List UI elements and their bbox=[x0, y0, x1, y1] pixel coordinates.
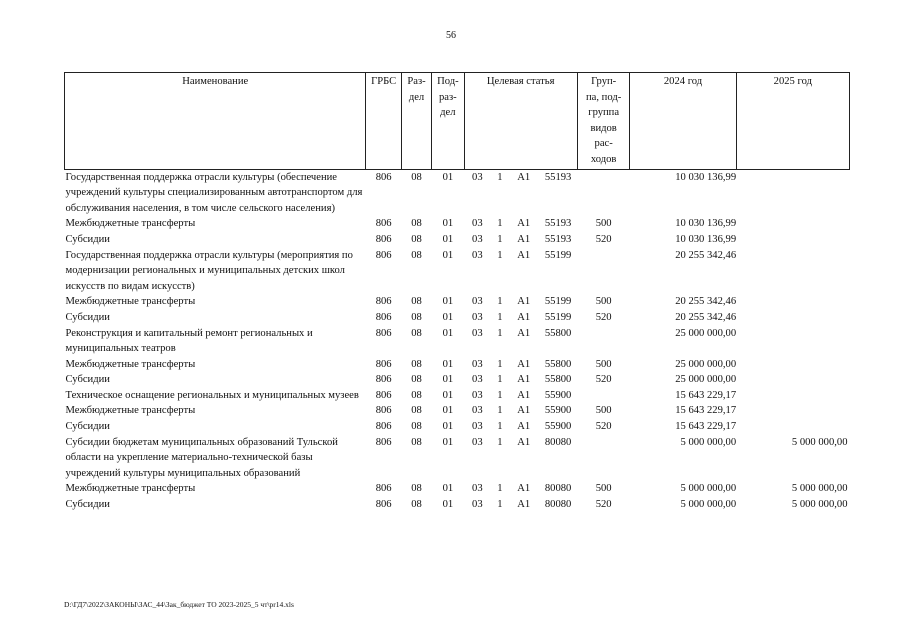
row-target-type: 1 bbox=[497, 171, 503, 183]
row-target bbox=[464, 248, 577, 295]
row-target-program: 03 bbox=[472, 249, 483, 261]
row-razdel: 08 bbox=[411, 499, 422, 511]
row-target-project: A1 bbox=[517, 296, 531, 308]
row-grbs: 806 bbox=[375, 327, 392, 339]
row-2024: 15 643 229,17 bbox=[675, 405, 737, 417]
row-2024: 20 255 342,46 bbox=[675, 296, 737, 308]
row-target bbox=[464, 481, 577, 497]
row-podrazdel: 01 bbox=[442, 389, 454, 401]
row-target-type: 1 bbox=[497, 233, 503, 245]
row-grbs: 806 bbox=[375, 249, 392, 261]
row-name: Государственная поддержка отрасли культуры (мероприятия по модернизации региональных и муниципальных детских школ искусств по видам искусств) bbox=[65, 249, 353, 292]
row-2024: 25 000 000,00 bbox=[675, 327, 737, 339]
row-target-program: 03 bbox=[472, 389, 483, 401]
row-2024: 20 255 342,46 bbox=[675, 311, 737, 323]
row-target-project: A1 bbox=[517, 327, 531, 339]
row-2025: 5 000 000,00 bbox=[791, 499, 848, 511]
row-grbs: 806 bbox=[375, 358, 392, 370]
footer-path: D:\ГД7\2022\ЗАКОНЫ\ЗАС_44\Зак_бюджет ТО 2023-2025_5 чт\pr14.xls bbox=[64, 600, 294, 609]
row-target bbox=[464, 435, 577, 482]
header-2025: 2025 год bbox=[736, 73, 849, 170]
table-row bbox=[65, 216, 850, 232]
row-target-project: A1 bbox=[517, 358, 531, 370]
row-target bbox=[464, 388, 577, 404]
row-2025 bbox=[736, 310, 849, 326]
row-razdel: 08 bbox=[411, 374, 422, 386]
header-razdel: Раз- дел bbox=[401, 73, 431, 170]
row-razdel: 08 bbox=[411, 218, 422, 230]
row-name: Субсидии bbox=[65, 499, 110, 511]
row-group: 520 bbox=[595, 233, 612, 245]
row-name: Межбюджетные трансферты bbox=[65, 218, 196, 230]
row-target-type: 1 bbox=[497, 499, 503, 511]
row-group bbox=[577, 435, 630, 482]
row-podrazdel: 01 bbox=[442, 296, 454, 308]
row-podrazdel: 01 bbox=[442, 405, 454, 417]
row-2025 bbox=[736, 357, 849, 373]
row-target-type: 1 bbox=[497, 249, 503, 261]
row-2025 bbox=[736, 216, 849, 232]
row-name: Техническое оснащение региональных и муниципальных музеев bbox=[65, 389, 359, 401]
row-2024: 15 643 229,17 bbox=[675, 421, 737, 433]
row-target-program: 03 bbox=[472, 421, 483, 433]
row-2024: 25 000 000,00 bbox=[675, 358, 737, 370]
row-group bbox=[577, 248, 630, 295]
row-2025 bbox=[736, 294, 849, 310]
budget-table bbox=[64, 72, 850, 513]
row-group: 500 bbox=[595, 296, 612, 308]
row-group: 500 bbox=[595, 483, 612, 495]
row-target bbox=[464, 357, 577, 373]
row-target-code: 80080 bbox=[544, 499, 572, 511]
row-target-code: 80080 bbox=[544, 483, 572, 495]
row-grbs: 806 bbox=[375, 483, 392, 495]
row-target-code: 55900 bbox=[544, 389, 572, 401]
row-target-project: A1 bbox=[517, 218, 531, 230]
row-2025 bbox=[736, 403, 849, 419]
row-group: 500 bbox=[595, 405, 612, 417]
row-target-type: 1 bbox=[497, 483, 503, 495]
row-2025: 5 000 000,00 bbox=[791, 436, 848, 448]
row-grbs: 806 bbox=[375, 296, 392, 308]
row-target-program: 03 bbox=[472, 405, 483, 417]
row-name: Государственная поддержка отрасли культуры (обеспечение учреждений культуры специализированным автотранспортом для обслуживания населения, в том числе сельского населения) bbox=[65, 171, 363, 214]
row-grbs: 806 bbox=[375, 374, 392, 386]
row-podrazdel: 01 bbox=[442, 499, 454, 511]
row-razdel: 08 bbox=[411, 421, 422, 433]
row-2024: 5 000 000,00 bbox=[680, 436, 737, 448]
row-grbs: 806 bbox=[375, 421, 392, 433]
row-2025 bbox=[736, 169, 849, 216]
row-podrazdel: 01 bbox=[442, 249, 454, 261]
row-group: 520 bbox=[595, 499, 612, 511]
table-row bbox=[65, 310, 850, 326]
row-podrazdel: 01 bbox=[442, 311, 454, 323]
row-razdel: 08 bbox=[411, 311, 422, 323]
row-target-program: 03 bbox=[472, 311, 483, 323]
row-target-code: 55900 bbox=[544, 421, 572, 433]
table-row bbox=[65, 419, 850, 435]
row-target-program: 03 bbox=[472, 483, 483, 495]
row-group bbox=[577, 388, 630, 404]
row-razdel: 08 bbox=[411, 483, 422, 495]
row-2024: 10 030 136,99 bbox=[675, 218, 737, 230]
row-target-code: 55800 bbox=[544, 374, 572, 386]
row-target bbox=[464, 419, 577, 435]
row-target bbox=[464, 403, 577, 419]
row-target-type: 1 bbox=[497, 405, 503, 417]
row-name: Межбюджетные трансферты bbox=[65, 358, 196, 370]
row-name: Межбюджетные трансферты bbox=[65, 405, 196, 417]
row-target-type: 1 bbox=[497, 358, 503, 370]
row-target bbox=[464, 294, 577, 310]
row-2025 bbox=[736, 372, 849, 388]
row-target-project: A1 bbox=[517, 249, 531, 261]
row-razdel: 08 bbox=[411, 389, 422, 401]
table-row bbox=[65, 388, 850, 404]
row-target bbox=[464, 326, 577, 357]
row-group: 520 bbox=[595, 311, 612, 323]
row-group: 520 bbox=[595, 421, 612, 433]
table-row bbox=[65, 403, 850, 419]
row-2025: 5 000 000,00 bbox=[791, 483, 848, 495]
header-target: Целевая статья bbox=[464, 73, 577, 170]
table-row bbox=[65, 497, 850, 513]
row-target-program: 03 bbox=[472, 233, 483, 245]
row-target-type: 1 bbox=[497, 327, 503, 339]
row-target-program: 03 bbox=[472, 296, 483, 308]
row-razdel: 08 bbox=[411, 405, 422, 417]
row-target-code: 55800 bbox=[544, 358, 572, 370]
row-podrazdel: 01 bbox=[442, 233, 454, 245]
row-group: 500 bbox=[595, 218, 612, 230]
row-razdel: 08 bbox=[411, 327, 422, 339]
row-target-program: 03 bbox=[472, 436, 483, 448]
row-target-project: A1 bbox=[517, 233, 531, 245]
row-razdel: 08 bbox=[411, 233, 422, 245]
row-target-program: 03 bbox=[472, 358, 483, 370]
row-target-project: A1 bbox=[517, 311, 531, 323]
row-group bbox=[577, 326, 630, 357]
row-target-project: A1 bbox=[517, 171, 531, 183]
row-target-type: 1 bbox=[497, 218, 503, 230]
row-2025 bbox=[736, 248, 849, 295]
row-podrazdel: 01 bbox=[442, 374, 454, 386]
table-row bbox=[65, 248, 850, 295]
header-podrazdel: Под- раз- дел bbox=[432, 73, 464, 170]
row-target-type: 1 bbox=[497, 421, 503, 433]
row-razdel: 08 bbox=[411, 296, 422, 308]
row-2024: 15 643 229,17 bbox=[675, 389, 737, 401]
row-target-project: A1 bbox=[517, 374, 531, 386]
row-2024: 10 030 136,99 bbox=[675, 233, 737, 245]
header-group: Груп- па, под- группа видов рас- ходов bbox=[577, 73, 630, 170]
table-row bbox=[65, 372, 850, 388]
row-grbs: 806 bbox=[375, 405, 392, 417]
row-grbs: 806 bbox=[375, 311, 392, 323]
row-group bbox=[577, 169, 630, 216]
header-2024: 2024 год bbox=[630, 73, 736, 170]
row-2024: 5 000 000,00 bbox=[680, 483, 737, 495]
row-grbs: 806 bbox=[375, 499, 392, 511]
row-podrazdel: 01 bbox=[442, 421, 454, 433]
header-grbs: ГРБС bbox=[366, 73, 401, 170]
row-target-code: 55193 bbox=[544, 233, 572, 245]
row-target-program: 03 bbox=[472, 499, 483, 511]
header-name: Наименование bbox=[65, 73, 366, 170]
row-target-type: 1 bbox=[497, 436, 503, 448]
row-podrazdel: 01 bbox=[442, 327, 454, 339]
row-razdel: 08 bbox=[411, 358, 422, 370]
row-grbs: 806 bbox=[375, 389, 392, 401]
row-target-project: A1 bbox=[517, 421, 531, 433]
row-target-type: 1 bbox=[497, 374, 503, 386]
row-target-project: A1 bbox=[517, 389, 531, 401]
header-row bbox=[65, 73, 850, 170]
row-target bbox=[464, 372, 577, 388]
row-grbs: 806 bbox=[375, 233, 392, 245]
table-row bbox=[65, 435, 850, 482]
row-podrazdel: 01 bbox=[442, 358, 454, 370]
row-target-code: 55900 bbox=[544, 405, 572, 417]
row-target bbox=[464, 497, 577, 513]
row-2025 bbox=[736, 419, 849, 435]
row-target-program: 03 bbox=[472, 218, 483, 230]
row-target-code: 55199 bbox=[544, 249, 572, 261]
row-name: Межбюджетные трансферты bbox=[65, 483, 196, 495]
row-podrazdel: 01 bbox=[442, 218, 454, 230]
row-target-project: A1 bbox=[517, 436, 531, 448]
row-razdel: 08 bbox=[411, 171, 422, 183]
row-target-code: 55800 bbox=[544, 327, 572, 339]
row-target-project: A1 bbox=[517, 483, 531, 495]
row-target-project: A1 bbox=[517, 405, 531, 417]
row-target-type: 1 bbox=[497, 389, 503, 401]
row-target bbox=[464, 232, 577, 248]
row-name: Субсидии bbox=[65, 311, 110, 323]
row-target-program: 03 bbox=[472, 374, 483, 386]
row-target-code: 55193 bbox=[544, 171, 572, 183]
table-row bbox=[65, 357, 850, 373]
row-podrazdel: 01 bbox=[442, 436, 454, 448]
row-name: Реконструкция и капитальный ремонт региональных и муниципальных театров bbox=[65, 327, 313, 355]
table-row bbox=[65, 232, 850, 248]
row-razdel: 08 bbox=[411, 249, 422, 261]
row-target-code: 55199 bbox=[544, 311, 572, 323]
row-razdel: 08 bbox=[411, 436, 422, 448]
row-name: Субсидии bbox=[65, 374, 110, 386]
row-2024: 20 255 342,46 bbox=[675, 249, 737, 261]
row-name: Межбюджетные трансферты bbox=[65, 296, 196, 308]
row-target bbox=[464, 169, 577, 216]
table-body bbox=[65, 169, 850, 513]
row-grbs: 806 bbox=[375, 218, 392, 230]
row-2025 bbox=[736, 326, 849, 357]
table-row bbox=[65, 326, 850, 357]
row-podrazdel: 01 bbox=[442, 483, 454, 495]
row-target-type: 1 bbox=[497, 296, 503, 308]
row-name: Субсидии bbox=[65, 233, 110, 245]
table-row bbox=[65, 294, 850, 310]
row-2025 bbox=[736, 388, 849, 404]
row-2024: 10 030 136,99 bbox=[675, 171, 737, 183]
row-2024: 5 000 000,00 bbox=[680, 499, 737, 511]
row-target-code: 80080 bbox=[544, 436, 572, 448]
row-name: Субсидии bbox=[65, 421, 110, 433]
row-target-code: 55193 bbox=[544, 218, 572, 230]
row-grbs: 806 bbox=[375, 171, 392, 183]
row-name: Субсидии бюджетам муниципальных образований Тульской области на укрепление материально-технической базы учреждений культуры муниципальных образований bbox=[65, 436, 338, 479]
row-group: 500 bbox=[595, 358, 612, 370]
row-grbs: 806 bbox=[375, 436, 392, 448]
row-target-type: 1 bbox=[497, 311, 503, 323]
row-target bbox=[464, 310, 577, 326]
row-podrazdel: 01 bbox=[442, 171, 454, 183]
row-2025 bbox=[736, 232, 849, 248]
row-2024: 25 000 000,00 bbox=[675, 374, 737, 386]
page-number: 56 bbox=[446, 30, 456, 41]
row-target-project: A1 bbox=[517, 499, 531, 511]
row-group: 520 bbox=[595, 374, 612, 386]
row-target-program: 03 bbox=[472, 171, 483, 183]
table-row bbox=[65, 169, 850, 216]
row-target-code: 55199 bbox=[544, 296, 572, 308]
row-target-program: 03 bbox=[472, 327, 483, 339]
row-target bbox=[464, 216, 577, 232]
table-row bbox=[65, 481, 850, 497]
